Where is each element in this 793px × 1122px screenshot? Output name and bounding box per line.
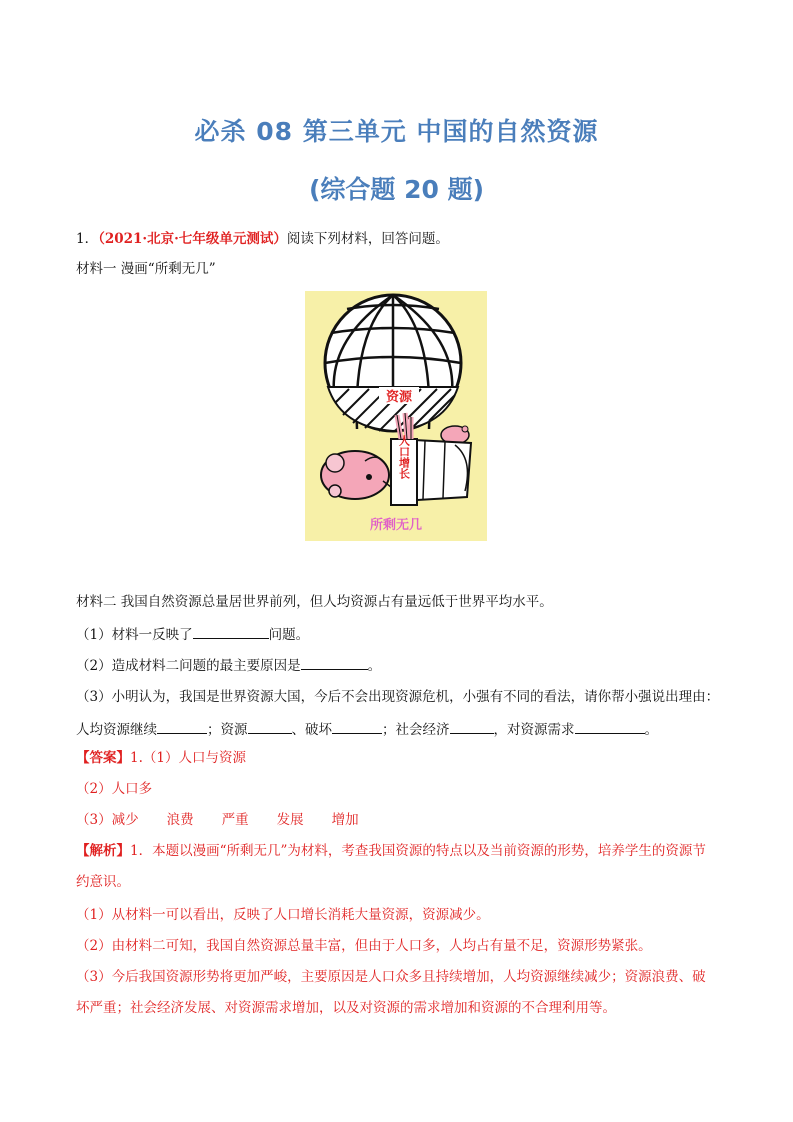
- answer-blank: [450, 719, 494, 734]
- analysis-paragraph-1: 【解析】1．本题以漫画“所剩无几”为材料，考查我国资源的特点以及当前资源的形势，培养学生的资源节约意识。: [76, 843, 706, 890]
- sub-question-3-blanks: 人均资源继续 ；资源 、破坏 ；社会经济 ，对资源需求 。: [76, 719, 658, 740]
- material-2: 材料二 我国自然资源总量居世界前列，但人均资源占有量远低于世界平均水平。: [76, 594, 553, 610]
- question-prompt: 阅读下列材料，回答问题。: [286, 231, 449, 247]
- answer-blank: [332, 719, 382, 734]
- sub-question-1: （1）材料一反映了 问题。: [76, 624, 309, 645]
- answer-blank: [575, 719, 645, 734]
- population-label: 人口增长: [397, 435, 411, 479]
- question-source: （2021·北京·七年级单元测试）: [98, 231, 287, 247]
- answer-blank: [248, 719, 292, 734]
- cartoon-caption: 所剩无几: [369, 518, 423, 533]
- analysis-tag: 【解析】: [76, 843, 130, 859]
- answer-line-2: （2）人口多: [76, 781, 153, 797]
- answer-line-1: 【答案】1.（1）人口与资源: [76, 750, 246, 766]
- analysis-paragraph-4: （3）今后我国资源形势将更加严峻，主要原因是人口众多且持续增加，人均资源继续减少；资源浪费、破坏严重；社会经济发展、对资源需求增加，以及对资源的需求增加和资源的不合理利用等。: [76, 969, 706, 1016]
- answer-tag: 【答案】: [76, 750, 130, 766]
- answer-blank: [193, 624, 269, 639]
- resource-label: 资源: [385, 390, 413, 405]
- analysis-paragraph-2: （1）从材料一可以看出，反映了人口增长消耗大量资源，资源减少。: [76, 907, 490, 923]
- material-1-label: 材料一 漫画“所剩无几”: [76, 261, 216, 277]
- page-title: 必杀 08 第三单元 中国的自然资源: [194, 117, 599, 146]
- cartoon-image: [305, 291, 487, 541]
- page-subtitle: (综合题 20 题): [308, 175, 485, 204]
- question-1-header: [76, 229, 449, 249]
- analysis-paragraph-3: （2）由材料二可知，我国自然资源总量丰富，但由于人口多，人均占有量不足，资源形势紧张。: [76, 938, 652, 954]
- answer-blank: [301, 655, 368, 670]
- answer-line-3: （3）减少 浪费 严重 发展 增加: [76, 812, 359, 828]
- question-number: 1．: [76, 231, 99, 247]
- answer-blank: [157, 719, 207, 734]
- sub-question-2: （2）造成材料二问题的最主要原因是 。: [76, 655, 381, 676]
- sub-question-3: （3）小明认为，我国是世界资源大国，今后不会出现资源危机，小强有不同的看法，请你帮小强说出理由：: [76, 689, 720, 705]
